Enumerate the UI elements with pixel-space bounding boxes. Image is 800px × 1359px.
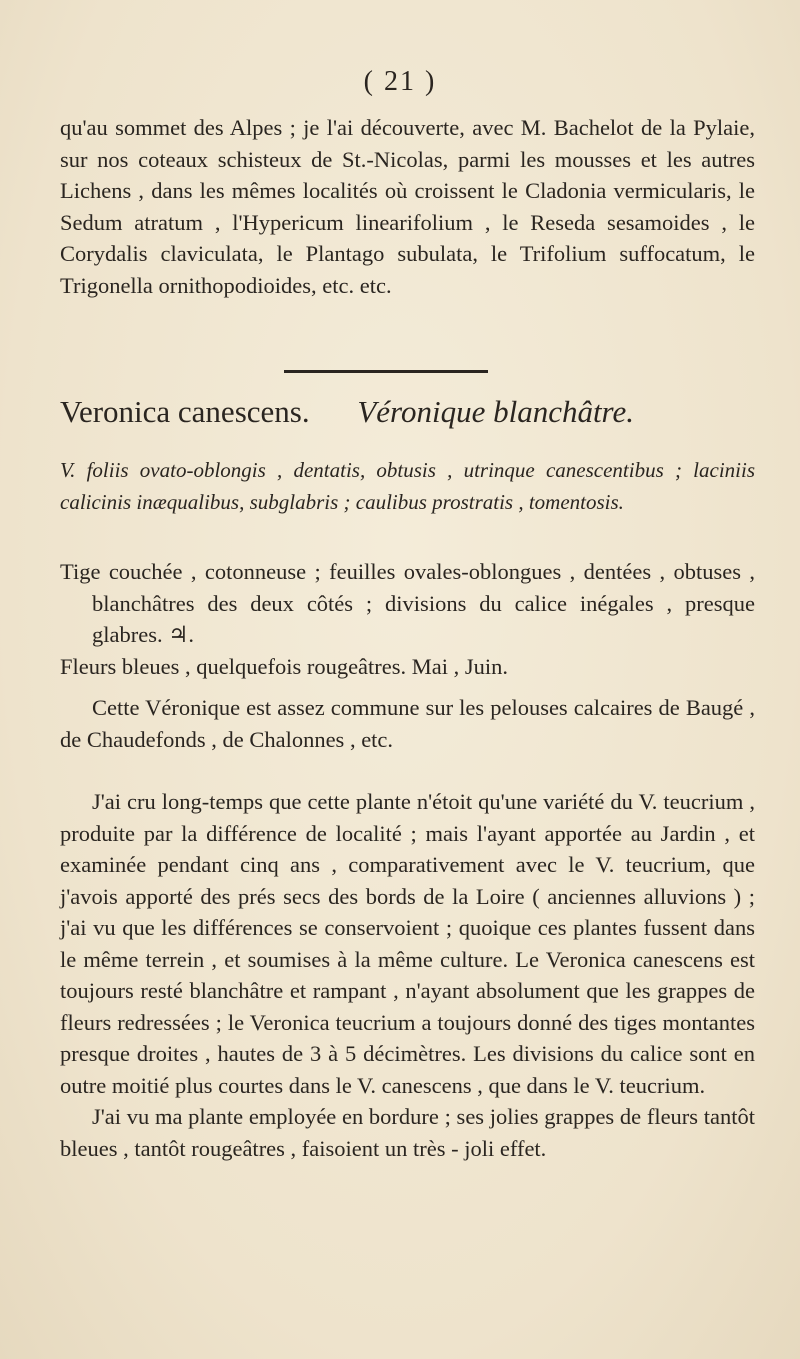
observation-paragraph: J'ai cru long-temps que cette plante n'étoit qu'une variété du V. teucrium , produite par la différence de localité ; mais l'ayant apportée au Jardin , et examinée pendant cinq ans , comparativement avec le V. teucrium, que j'avois apporté des prés secs des bords de la Loire ( anciennes alluvions ) ; j'ai vu que les différences se conservoient ; quoique ces plantes fussent dans le même terrein , et soumises à la même culture. Le Veronica canescens est toujours resté blanchâtre et rampant , n'ayant absolument que les grappes de fleurs redressées ; le Veronica teucrium a toujours donné des tiges montantes presque droites , hautes de 3 à 5 décimètres. Les divisions du calice sont en outre moitié plus courtes dans le V. canescens , que dans le V. teucrium. (60, 789, 755, 1098)
intro-paragraph (60, 112, 755, 301)
observation-block (60, 786, 755, 1164)
closing-paragraph: J'ai vu ma plante employée en bordure ; ses jolies grappes de fleurs tantôt bleues , tantôt rougeâtres , faisoient un très - joli effet. (60, 1104, 755, 1161)
french-name: Véronique blanchâtre. (357, 394, 634, 429)
latin-name: Veronica canescens. (60, 394, 310, 429)
intro-text: qu'au sommet des Alpes ; je l'ai découverte, avec M. Bachelot de la Pylaie, sur nos coteaux schisteux de St.-Nicolas, parmi les mousses et les autres Lichens , dans les mêmes localités où croissent le Cladonia vermicularis, le Sedum atratum , l'Hypericum linearifolium , le Reseda sesamoides , le Corydalis claviculata, le Plantago subulata, le Trifolium suffocatum, le Trigonella ornithopodioides, etc. etc. (60, 115, 755, 298)
flower-description: Fleurs bleues , quelquefois rougeâtres. Mai , Juin. (60, 653, 509, 679)
page-number: ( 21 ) (363, 66, 437, 97)
stem-description: Tige couchée , cotonneuse ; feuilles ovales-oblongues , dentées , obtuses , blanchâtres des deux côtés ; divisions du calice inégales , presque glabres. ♃. (60, 559, 755, 647)
description-block (60, 556, 755, 755)
species-heading (60, 392, 760, 432)
section-divider (284, 370, 488, 373)
diagnosis-text: V. foliis ovato-oblongis , dentatis, obtusis , utrinque canescentibus ; laciniis calicinis inæqualibus, subglabris ; caulibus prostratis , tomentosis. (60, 458, 755, 514)
habitat-description: Cette Véronique est assez commune sur les pelouses calcaires de Baugé , de Chaudefonds , de Chalonnes , etc. (60, 695, 755, 752)
latin-diagnosis (60, 455, 755, 518)
